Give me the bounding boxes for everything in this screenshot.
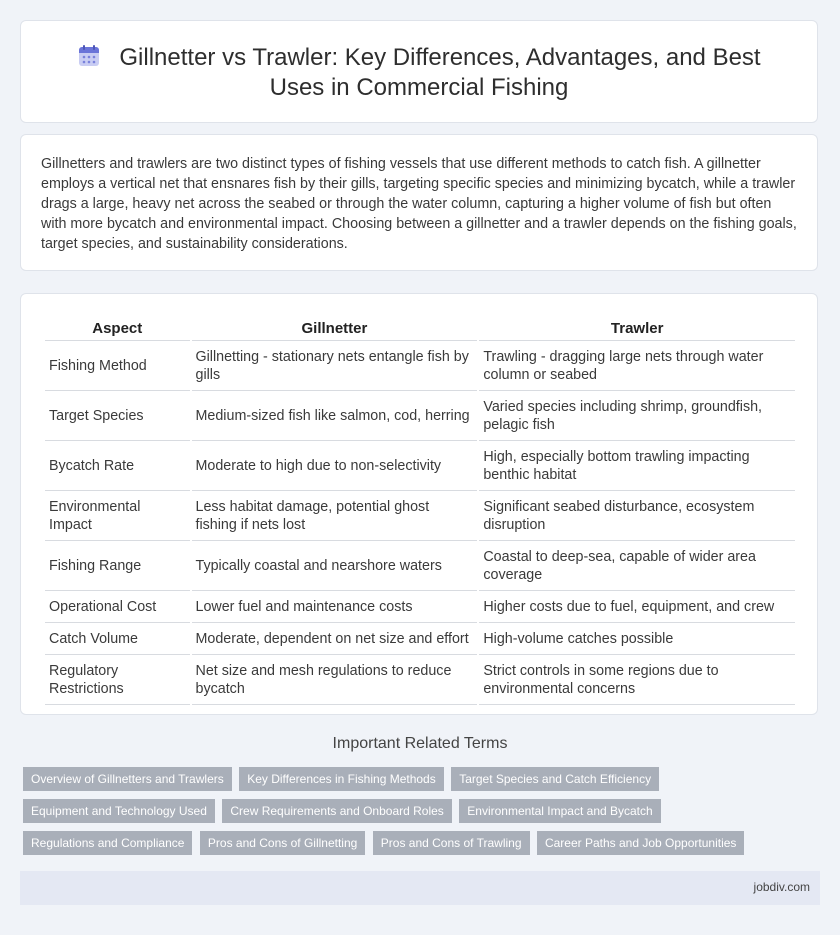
row-gillnetter: Gillnetting - stationary nets entangle fish by gills (192, 341, 478, 391)
page-title-wrap (51, 43, 787, 103)
table-row (45, 541, 795, 591)
footer-site[interactable]: jobdiv.com (753, 880, 810, 894)
row-gillnetter: Less habitat damage, potential ghost fishing if nets lost (192, 491, 478, 541)
row-gillnetter: Medium-sized fish like salmon, cod, herring (192, 391, 478, 441)
table-header-row (45, 316, 795, 341)
intro-paragraph: Gillnetters and trawlers are two distinct types of fishing vessels that use different methods to catch fish. A gillnetter employs a vertical net that ensnares fish by their gills, targeting specific species and minimizing bycatch, while a trawler drags a large, heavy net across the seabed or through the water column, capturing a higher volume of fish but often with more bycatch and environmental impact. Choosing between a gillnetter and a trawler depends on the fishing goals, target species, and sustainability considerations. (41, 156, 797, 252)
row-aspect: Fishing Method (45, 341, 190, 391)
row-trawler: Trawling - dragging large nets through water column or seabed (479, 341, 795, 391)
row-aspect: Environmental Impact (45, 491, 190, 541)
row-gillnetter: Lower fuel and maintenance costs (192, 591, 478, 623)
related-terms-title: Important Related Terms (332, 735, 508, 752)
row-gillnetter: Typically coastal and nearshore waters (192, 541, 478, 591)
footer (20, 871, 820, 905)
related-term-tag[interactable]: Target Species and Catch Efficiency (451, 767, 659, 791)
related-term-tag[interactable]: Key Differences in Fishing Methods (239, 767, 444, 791)
calendar-icon (77, 44, 101, 68)
row-aspect: Target Species (45, 391, 190, 441)
row-trawler: Coastal to deep-sea, capable of wider area coverage (479, 541, 795, 591)
row-aspect: Regulatory Restrictions (45, 655, 190, 705)
row-trawler: Significant seabed disturbance, ecosystem disruption (479, 491, 795, 541)
related-term-tag[interactable]: Overview of Gillnetters and Trawlers (23, 767, 232, 791)
header-trawler: Trawler (479, 316, 795, 341)
row-aspect: Bycatch Rate (45, 441, 190, 491)
table-row (45, 391, 795, 441)
related-term-tag[interactable]: Crew Requirements and Onboard Roles (222, 799, 451, 823)
page-title: Gillnetter vs Trawler: Key Differences, Advantages, and Best Uses in Commercial Fishing (119, 44, 761, 101)
row-gillnetter: Net size and mesh regulations to reduce bycatch (192, 655, 478, 705)
table-row (45, 491, 795, 541)
row-trawler: High-volume catches possible (479, 623, 795, 655)
row-aspect: Operational Cost (45, 591, 190, 623)
row-gillnetter: Moderate to high due to non-selectivity (192, 441, 478, 491)
table-row (45, 591, 795, 623)
related-term-tag[interactable]: Equipment and Technology Used (23, 799, 215, 823)
related-term-tag[interactable]: Regulations and Compliance (23, 831, 192, 855)
header-card (20, 20, 818, 123)
header-gillnetter: Gillnetter (192, 316, 478, 341)
table-row (45, 341, 795, 391)
table-row (45, 441, 795, 491)
table-row (45, 655, 795, 705)
row-aspect: Catch Volume (45, 623, 190, 655)
row-trawler: Higher costs due to fuel, equipment, and crew (479, 591, 795, 623)
comparison-card (20, 293, 818, 715)
related-terms-list (23, 767, 823, 863)
header-aspect: Aspect (45, 316, 190, 341)
row-trawler: High, especially bottom trawling impacting benthic habitat (479, 441, 795, 491)
table-row (45, 623, 795, 655)
comparison-table (43, 316, 797, 705)
intro-card (20, 134, 818, 271)
related-term-tag[interactable]: Pros and Cons of Trawling (373, 831, 530, 855)
row-aspect: Fishing Range (45, 541, 190, 591)
row-gillnetter: Moderate, dependent on net size and effort (192, 623, 478, 655)
related-term-tag[interactable]: Environmental Impact and Bycatch (459, 799, 660, 823)
related-term-tag[interactable]: Career Paths and Job Opportunities (537, 831, 744, 855)
related-term-tag[interactable]: Pros and Cons of Gillnetting (200, 831, 365, 855)
row-trawler: Strict controls in some regions due to environmental concerns (479, 655, 795, 705)
row-trawler: Varied species including shrimp, groundfish, pelagic fish (479, 391, 795, 441)
